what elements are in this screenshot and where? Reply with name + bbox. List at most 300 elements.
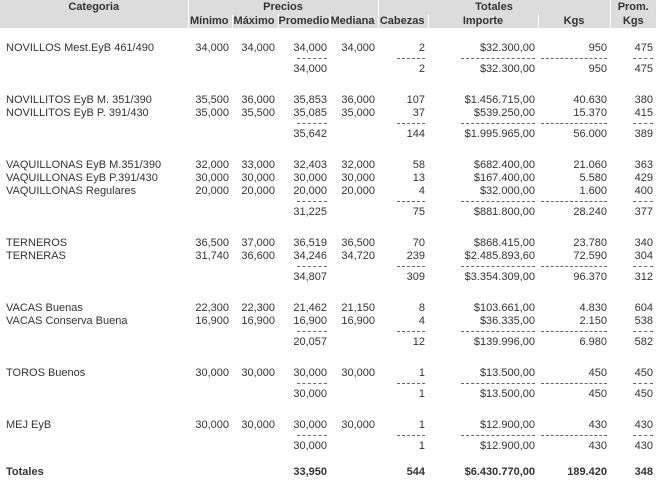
separator-cell [188,380,232,387]
dashed-rule [633,58,653,59]
separator-cell [232,55,278,62]
minimo-cell: 36,500 [195,237,229,249]
category-cell: VAQUILLONAS Regulares [6,185,137,197]
promedio-cell: 32,403 [293,159,327,171]
kgs-cell: 23.780 [573,237,608,249]
table-row [0,367,656,380]
separator-cell [378,380,428,387]
cabezas-cell: 107 [406,94,425,106]
promedio-cell: 34,246 [293,250,327,262]
table-row [0,302,656,315]
minimo-cell: 30,000 [195,367,229,379]
separator-cell [610,198,656,205]
separator-cell [428,120,538,127]
separator-cell [610,55,656,62]
separator-cell [232,198,278,205]
dashed-rule [633,435,653,436]
table-row [0,42,656,55]
subtotal-row [0,439,656,453]
separator-cell [428,263,538,270]
separator-cell [538,328,610,335]
subtotal-promedio: 34,807 [293,270,327,283]
separator-cell [188,263,232,270]
subtotal-kgs: 430 [588,439,608,452]
subtotal-prom-kgs: 377 [634,205,654,218]
kgs-cell: 40.630 [573,94,608,106]
dashed-rule [297,201,327,202]
cabezas-cell: 1 [418,419,425,431]
subtotal-promedio: 30,000 [293,439,327,452]
table-row [0,250,656,263]
subtotal-importe: $1.995.965,00 [464,127,535,140]
kgs-cell: 21.060 [573,159,608,171]
separator-cell [428,55,538,62]
prom-kgs-cell: 450 [634,367,654,379]
separator-row [0,432,656,439]
minimo-cell: 35,500 [195,94,229,106]
separator-row [0,328,656,335]
subtotal-cabezas: 12 [412,335,425,348]
separator-row [0,55,656,62]
subtotal-promedio: 31,225 [293,205,327,218]
dashed-rule [461,58,535,59]
dashed-rule [461,266,535,267]
category-cell: VAQUILLONAS EyB P.391/430 [6,172,158,184]
table-body [0,28,656,481]
separator-cell [188,120,232,127]
category-cell: NOVILLITOS EyB M. 351/390 [6,94,152,106]
spacer-cell [0,349,656,367]
subtotal-cabezas: 75 [412,205,425,218]
subtotal-prom-kgs: 450 [634,387,654,400]
separator-cell [428,328,538,335]
separator-cell [428,380,538,387]
spacer-cell [0,401,656,419]
subtotal-importe: $12.900,00 [479,439,535,452]
dashed-rule [297,123,327,124]
subtotal-kgs: 56.000 [573,127,608,140]
separator-cell [278,380,330,387]
separator-cell [330,380,378,387]
dashed-rule [633,201,653,202]
subtotal-blank [330,387,378,401]
subtotal-promedio: 30,000 [293,387,327,400]
table-row [0,159,656,172]
separator-cell [232,432,278,439]
kgs-cell: 950 [588,42,608,54]
spacer-row [0,219,656,237]
table-row [0,94,656,107]
importe-cell: $539.250,00 [473,107,535,119]
separator-cell [330,328,378,335]
prom-kgs-cell: 430 [634,419,654,431]
dashed-rule [397,58,425,59]
separator-cell [330,198,378,205]
category-cell: VACAS Conserva Buena [6,315,128,327]
dashed-rule [297,383,327,384]
kgs-cell: 4.830 [579,302,608,314]
subtotal-blank [0,205,188,219]
maximo-cell: 36,000 [241,94,275,106]
prom-kgs-cell: 415 [634,107,654,119]
category-cell: NOVILLOS Mest.EyB 461/490 [6,42,154,54]
spacer-row [0,349,656,367]
header-promedio: Promedio [278,15,330,27]
importe-cell: $103.661,00 [473,302,535,314]
mediana-cell: 36,000 [341,94,375,106]
header-cabezas: Cabezas [378,14,428,28]
table-row [0,185,656,198]
subtotal-blank [330,270,378,284]
subtotal-blank [188,205,232,219]
spacer-cell [0,76,656,94]
subtotal-blank [330,205,378,219]
totals-row [0,463,656,481]
separator-cell [378,120,428,127]
maximo-cell: 34,000 [241,42,275,54]
prom-kgs-cell: 340 [634,237,654,249]
subtotal-blank [232,335,278,349]
subtotal-prom-kgs: 475 [634,62,654,75]
subtotal-blank [188,62,232,76]
dashed-rule [541,331,607,332]
prom-kgs-cell: 400 [634,185,654,197]
separator-cell [378,55,428,62]
table-row [0,419,656,432]
mediana-cell: 20,000 [341,185,375,197]
mediana-cell: 32,000 [341,159,375,171]
dashed-rule [397,123,425,124]
category-cell: TERNERAS [6,250,66,262]
separator-cell [0,380,188,387]
mediana-cell: 30,000 [341,419,375,431]
separator-cell [188,328,232,335]
spacer-row [0,141,656,159]
subtotal-row [0,335,656,349]
prom-kgs-cell: 380 [634,94,654,106]
promedio-cell: 21,462 [293,302,327,314]
subtotal-blank [0,439,188,453]
dashed-rule [397,331,425,332]
subtotal-blank [330,127,378,141]
dashed-rule [633,383,653,384]
subtotal-row [0,127,656,141]
minimo-cell: 22,300 [195,302,229,314]
separator-cell [278,120,330,127]
prom-kgs-cell: 475 [634,42,654,54]
separator-cell [330,55,378,62]
subtotal-prom-kgs: 389 [634,127,654,140]
kgs-cell: 2.150 [579,315,608,327]
separator-cell [232,120,278,127]
spacer-row [0,284,656,302]
separator-cell [330,432,378,439]
subtotal-promedio: 20,057 [293,335,327,348]
subtotal-cabezas: 144 [406,127,425,140]
separator-cell [278,263,330,270]
kgs-cell: 15.370 [573,107,608,119]
category-cell: NOVILLITOS EyB P. 391/430 [6,107,149,119]
subtotal-prom-kgs: 430 [634,439,654,452]
dashed-rule [541,58,607,59]
subtotal-prom-kgs: 312 [634,270,654,283]
subtotal-blank [0,387,188,401]
subtotal-blank [188,335,232,349]
subtotal-prom-kgs: 582 [634,335,654,348]
mediana-cell: 36,500 [341,237,375,249]
cabezas-cell: 37 [412,107,425,119]
spacer-row [0,453,656,463]
table-header [0,0,656,28]
header-blank [0,14,188,28]
subtotal-blank [232,439,278,453]
table-row [0,172,656,185]
subtotal-blank [232,205,278,219]
importe-cell: $2.485.893,60 [464,250,535,262]
maximo-cell: 22,300 [241,302,275,314]
cabezas-cell: 4 [418,185,425,197]
dashed-rule [297,266,327,267]
header-minimo: Mínimo [188,14,232,28]
separator-cell [188,55,232,62]
cabezas-cell: 4 [418,315,425,327]
subtotal-blank [330,335,378,349]
header-kgs: Kgs [538,14,610,28]
dashed-rule [461,435,535,436]
dashed-rule [461,201,535,202]
separator-cell [428,198,538,205]
kgs-cell: 72.590 [573,250,608,262]
maximo-cell: 33,000 [241,159,275,171]
separator-cell [610,380,656,387]
separator-cell [378,263,428,270]
subtotal-blank [0,270,188,284]
totals-kgs: 189.420 [567,466,608,478]
separator-cell [330,263,378,270]
prom-kgs-cell: 538 [634,315,654,327]
category-cell: TOROS Buenos [6,367,86,379]
mediana-cell: 34,720 [341,250,375,262]
kgs-cell: 450 [588,367,608,379]
dashed-rule [541,435,607,436]
dashed-rule [541,266,607,267]
separator-cell [538,263,610,270]
separator-cell [188,432,232,439]
maximo-cell: 36,600 [241,250,275,262]
mediana-cell: 34,000 [341,42,375,54]
separator-cell [610,328,656,335]
subtotal-kgs: 6.980 [579,335,608,348]
spacer-row [0,28,656,42]
dashed-rule [633,331,653,332]
separator-cell [330,120,378,127]
minimo-cell: 34,000 [195,42,229,54]
promedio-cell: 35,085 [293,107,327,119]
subtotal-row [0,62,656,76]
dashed-rule [633,123,653,124]
separator-cell [610,432,656,439]
category-cell: VACAS Buenas [6,302,83,314]
spacer-row [0,76,656,94]
subtotal-cabezas: 1 [418,439,425,452]
cabezas-cell: 13 [412,172,425,184]
totals-promedio: 33,950 [293,466,327,478]
dashed-rule [541,201,607,202]
cabezas-cell: 58 [412,159,425,171]
header-mediana: Mediana [330,14,378,28]
promedio-cell: 16,900 [293,315,327,327]
spacer-cell [0,219,656,237]
dashed-rule [297,58,327,59]
totals-cabezas: 544 [406,466,425,478]
category-cell: VAQUILLONAS EyB M.351/390 [6,159,162,171]
subtotal-blank [232,62,278,76]
maximo-cell: 16,900 [241,315,275,327]
category-cell: TERNEROS [6,237,68,249]
dashed-rule [461,331,535,332]
subtotal-row [0,270,656,284]
separator-cell [378,328,428,335]
subtotal-importe: $32.300,00 [479,62,535,75]
kgs-cell: 5.580 [579,172,608,184]
totals-blank [232,463,278,481]
separator-cell [232,328,278,335]
dashed-rule [397,266,425,267]
separator-cell [378,432,428,439]
importe-cell: $1.456.715,00 [464,94,535,106]
dashed-rule [461,383,535,384]
maximo-cell: 30,000 [241,367,275,379]
cabezas-cell: 239 [406,250,425,262]
prom-kgs-cell: 363 [634,159,654,171]
separator-cell [538,380,610,387]
category-cell: MEJ EyB [6,419,52,431]
header-importe: Importe [428,14,538,28]
minimo-cell: 35,000 [195,107,229,119]
separator-cell [0,328,188,335]
mediana-cell: 30,000 [341,367,375,379]
spacer-cell [0,28,656,42]
importe-cell: $682.400,00 [473,159,535,171]
table-row [0,315,656,328]
separator-row [0,380,656,387]
importe-cell: $868.415,00 [473,237,535,249]
maximo-cell: 30,000 [241,419,275,431]
promedio-cell: 34,000 [293,42,327,54]
importe-cell: $167.400,00 [473,172,535,184]
subtotal-blank [188,387,232,401]
importe-cell: $12.900,00 [479,419,535,431]
subtotal-blank [188,439,232,453]
subtotal-promedio: 34,000 [293,62,327,75]
dashed-rule [461,123,535,124]
header-prom-kgs: Kgs [610,14,656,28]
kgs-cell: 1.600 [579,185,608,197]
separator-row [0,263,656,270]
subtotal-blank [0,127,188,141]
promedio-cell: 36,519 [293,237,327,249]
separator-cell [538,55,610,62]
promedio-cell: 20,000 [293,185,327,197]
spacer-cell [0,453,656,463]
subtotal-kgs: 28.240 [573,205,608,218]
subtotal-row [0,205,656,219]
dashed-rule [541,123,607,124]
subtotal-importe: $13.500,00 [479,387,535,400]
maximo-cell: 37,000 [241,237,275,249]
importe-cell: $32.300,00 [479,42,535,54]
table-row [0,107,656,120]
promedio-cell: 30,000 [293,172,327,184]
mediana-cell: 21,150 [341,302,375,314]
subtotal-cabezas: 309 [406,270,425,283]
separator-cell [610,263,656,270]
separator-cell [538,198,610,205]
subtotal-blank [0,62,188,76]
promedio-cell: 30,000 [293,419,327,431]
mediana-cell: 16,900 [341,315,375,327]
subtotal-blank [232,270,278,284]
dashed-rule [297,331,327,332]
mediana-cell: 30,000 [341,172,375,184]
spacer-cell [0,141,656,159]
minimo-cell: 16,900 [195,315,229,327]
totals-blank [188,463,232,481]
separator-cell [0,263,188,270]
spacer-cell [0,284,656,302]
separator-cell [428,432,538,439]
subtotal-row [0,387,656,401]
minimo-cell: 20,000 [195,185,229,197]
separator-cell [0,55,188,62]
maximo-cell: 30,000 [241,172,275,184]
separator-cell [378,198,428,205]
separator-cell [188,198,232,205]
dashed-rule [397,435,425,436]
subtotal-blank [0,335,188,349]
subtotal-kgs: 96.370 [573,270,608,283]
header-precios: Precios [188,0,378,14]
subtotal-promedio: 35,642 [293,127,327,140]
separator-row [0,198,656,205]
subtotal-importe: $139.996,00 [473,335,535,348]
header-totales: Totales [378,0,610,14]
cabezas-cell: 1 [418,367,425,379]
prom-kgs-cell: 429 [634,172,654,184]
spacer-row [0,401,656,419]
prom-kgs-cell: 604 [634,302,654,314]
separator-cell [278,55,330,62]
dashed-rule [633,266,653,267]
separator-cell [278,432,330,439]
minimo-cell: 30,000 [195,172,229,184]
subtotal-cabezas: 2 [418,62,425,75]
promedio-cell: 35,853 [293,94,327,106]
prom-kgs-cell: 304 [634,250,654,262]
minimo-cell: 31,740 [195,250,229,262]
promedio-cell: 30,000 [293,367,327,379]
totals-label: Totales [6,466,44,478]
table-row [0,237,656,250]
subtotal-blank [232,387,278,401]
separator-cell [0,432,188,439]
minimo-cell: 32,000 [195,159,229,171]
subtotal-blank [330,439,378,453]
dashed-rule [297,435,327,436]
separator-cell [278,328,330,335]
separator-cell [538,120,610,127]
header-prom: Prom. [610,0,656,14]
